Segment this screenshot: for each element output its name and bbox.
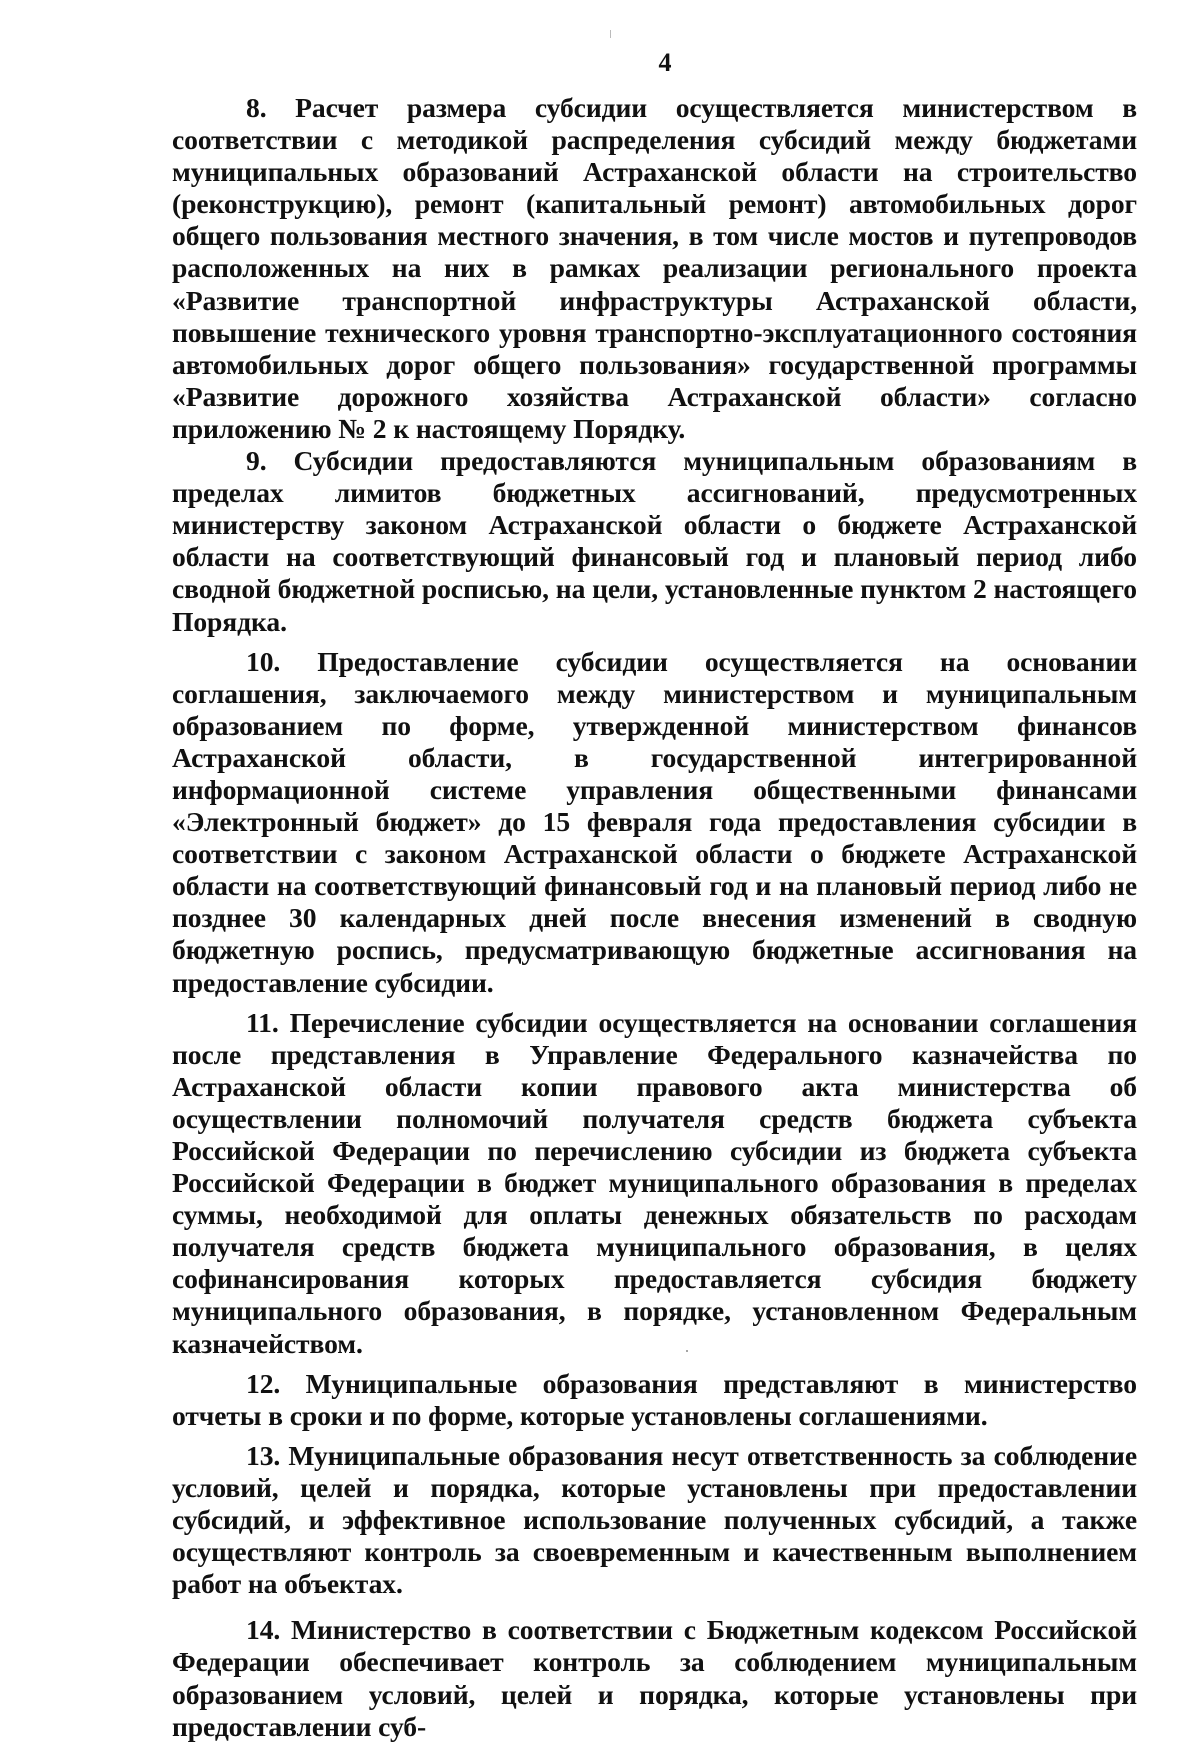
document-body [172, 92, 1137, 1743]
scan-speck [686, 1350, 688, 1352]
paragraph-8: 8. Расчет размера субсидии осуществляется министерством в соответствии с методикой распределения субсидий между бюджетами муниципальных образований Астраханской области на строительство (реконструкцию), ремонт (капитальный ремонт) автомобильных дорог общего пользования местного значения, в том числе мостов и путепроводов расположенных на них в рамках реализации регионального проекта «Развитие транспортной инфраструктуры Астраханской области, повышение технического уровня транспортно-эксплуатационного состояния автомобильных дорог общего пользования» государственной программы «Развитие дорожного хозяйства Астраханской области» согласно приложению № 2 к настоящему Порядку. [172, 92, 1137, 444]
paragraph-12: 12. Муниципальные образования представляют в министерство отчеты в сроки и по форме, которые установлены соглашениями. [172, 1367, 1137, 1431]
paragraph-9: 9. Субсидии предоставляются муниципальным образованиям в пределах лимитов бюджетных ассигнований, предусмотренных министерству законом Астраханской области о бюджете Астраханской области на соответствующий финансовый год и плановый период либо сводной бюджетной росписью, на цели, установленные пунктом 2 настоящего Порядка. [172, 445, 1137, 637]
paragraph-10: 10. Предоставление субсидии осуществляется на основании соглашения, заключаемого между министерством и муниципальным образованием по форме, утвержденной министерством финансов Астраханской области, в государственной интегрированной информационной системе управления общественными финансами «Электронный бюджет» до 15 февраля года предоставления субсидии в соответствии с законом Астраханской области о бюджете Астраханской области на соответствующий финансовый год и на плановый период либо не позднее 30 календарных дней после внесения изменений в сводную бюджетную роспись, предусматривающую бюджетные ассигнования на предоставление субсидии. [172, 645, 1137, 998]
paragraph-13: 13. Муниципальные образования несут ответственность за соблюдение условий, целей и порядка, которые установлены при предоставлении субсидий, и эффективное использование полученных субсидий, а также осуществляют контроль за своевременным и качественным выполнением работ на объектах. [172, 1439, 1137, 1600]
page-number: 4 [658, 48, 672, 77]
paragraph-14: 14. Министерство в соответствии с Бюджетным кодексом Российской Федерации обеспечивает контроль за соблюдением муниципальным образованием условий, целей и порядка, которые установлены при предоставлении суб- [172, 1614, 1137, 1742]
scan-speck [610, 30, 611, 38]
paragraph-11: 11. Перечисление субсидии осуществляется на основании соглашения после представления в Управление Федерального казначейства по Астраханской области копии правового акта министерства об осуществлении полномочий получателя средств бюджета субъекта Российской Федерации по перечислению субсидии из бюджета субъекта Российской Федерации в бюджет муниципального образования в пределах суммы, необходимой для оплаты денежных обязательств по расходам получателя средств бюджета муниципального образования, в целях софинансирования которых предоставляется субсидия бюджету муниципального образования, в порядке, установленном Федеральным казначейством. [172, 1006, 1137, 1359]
